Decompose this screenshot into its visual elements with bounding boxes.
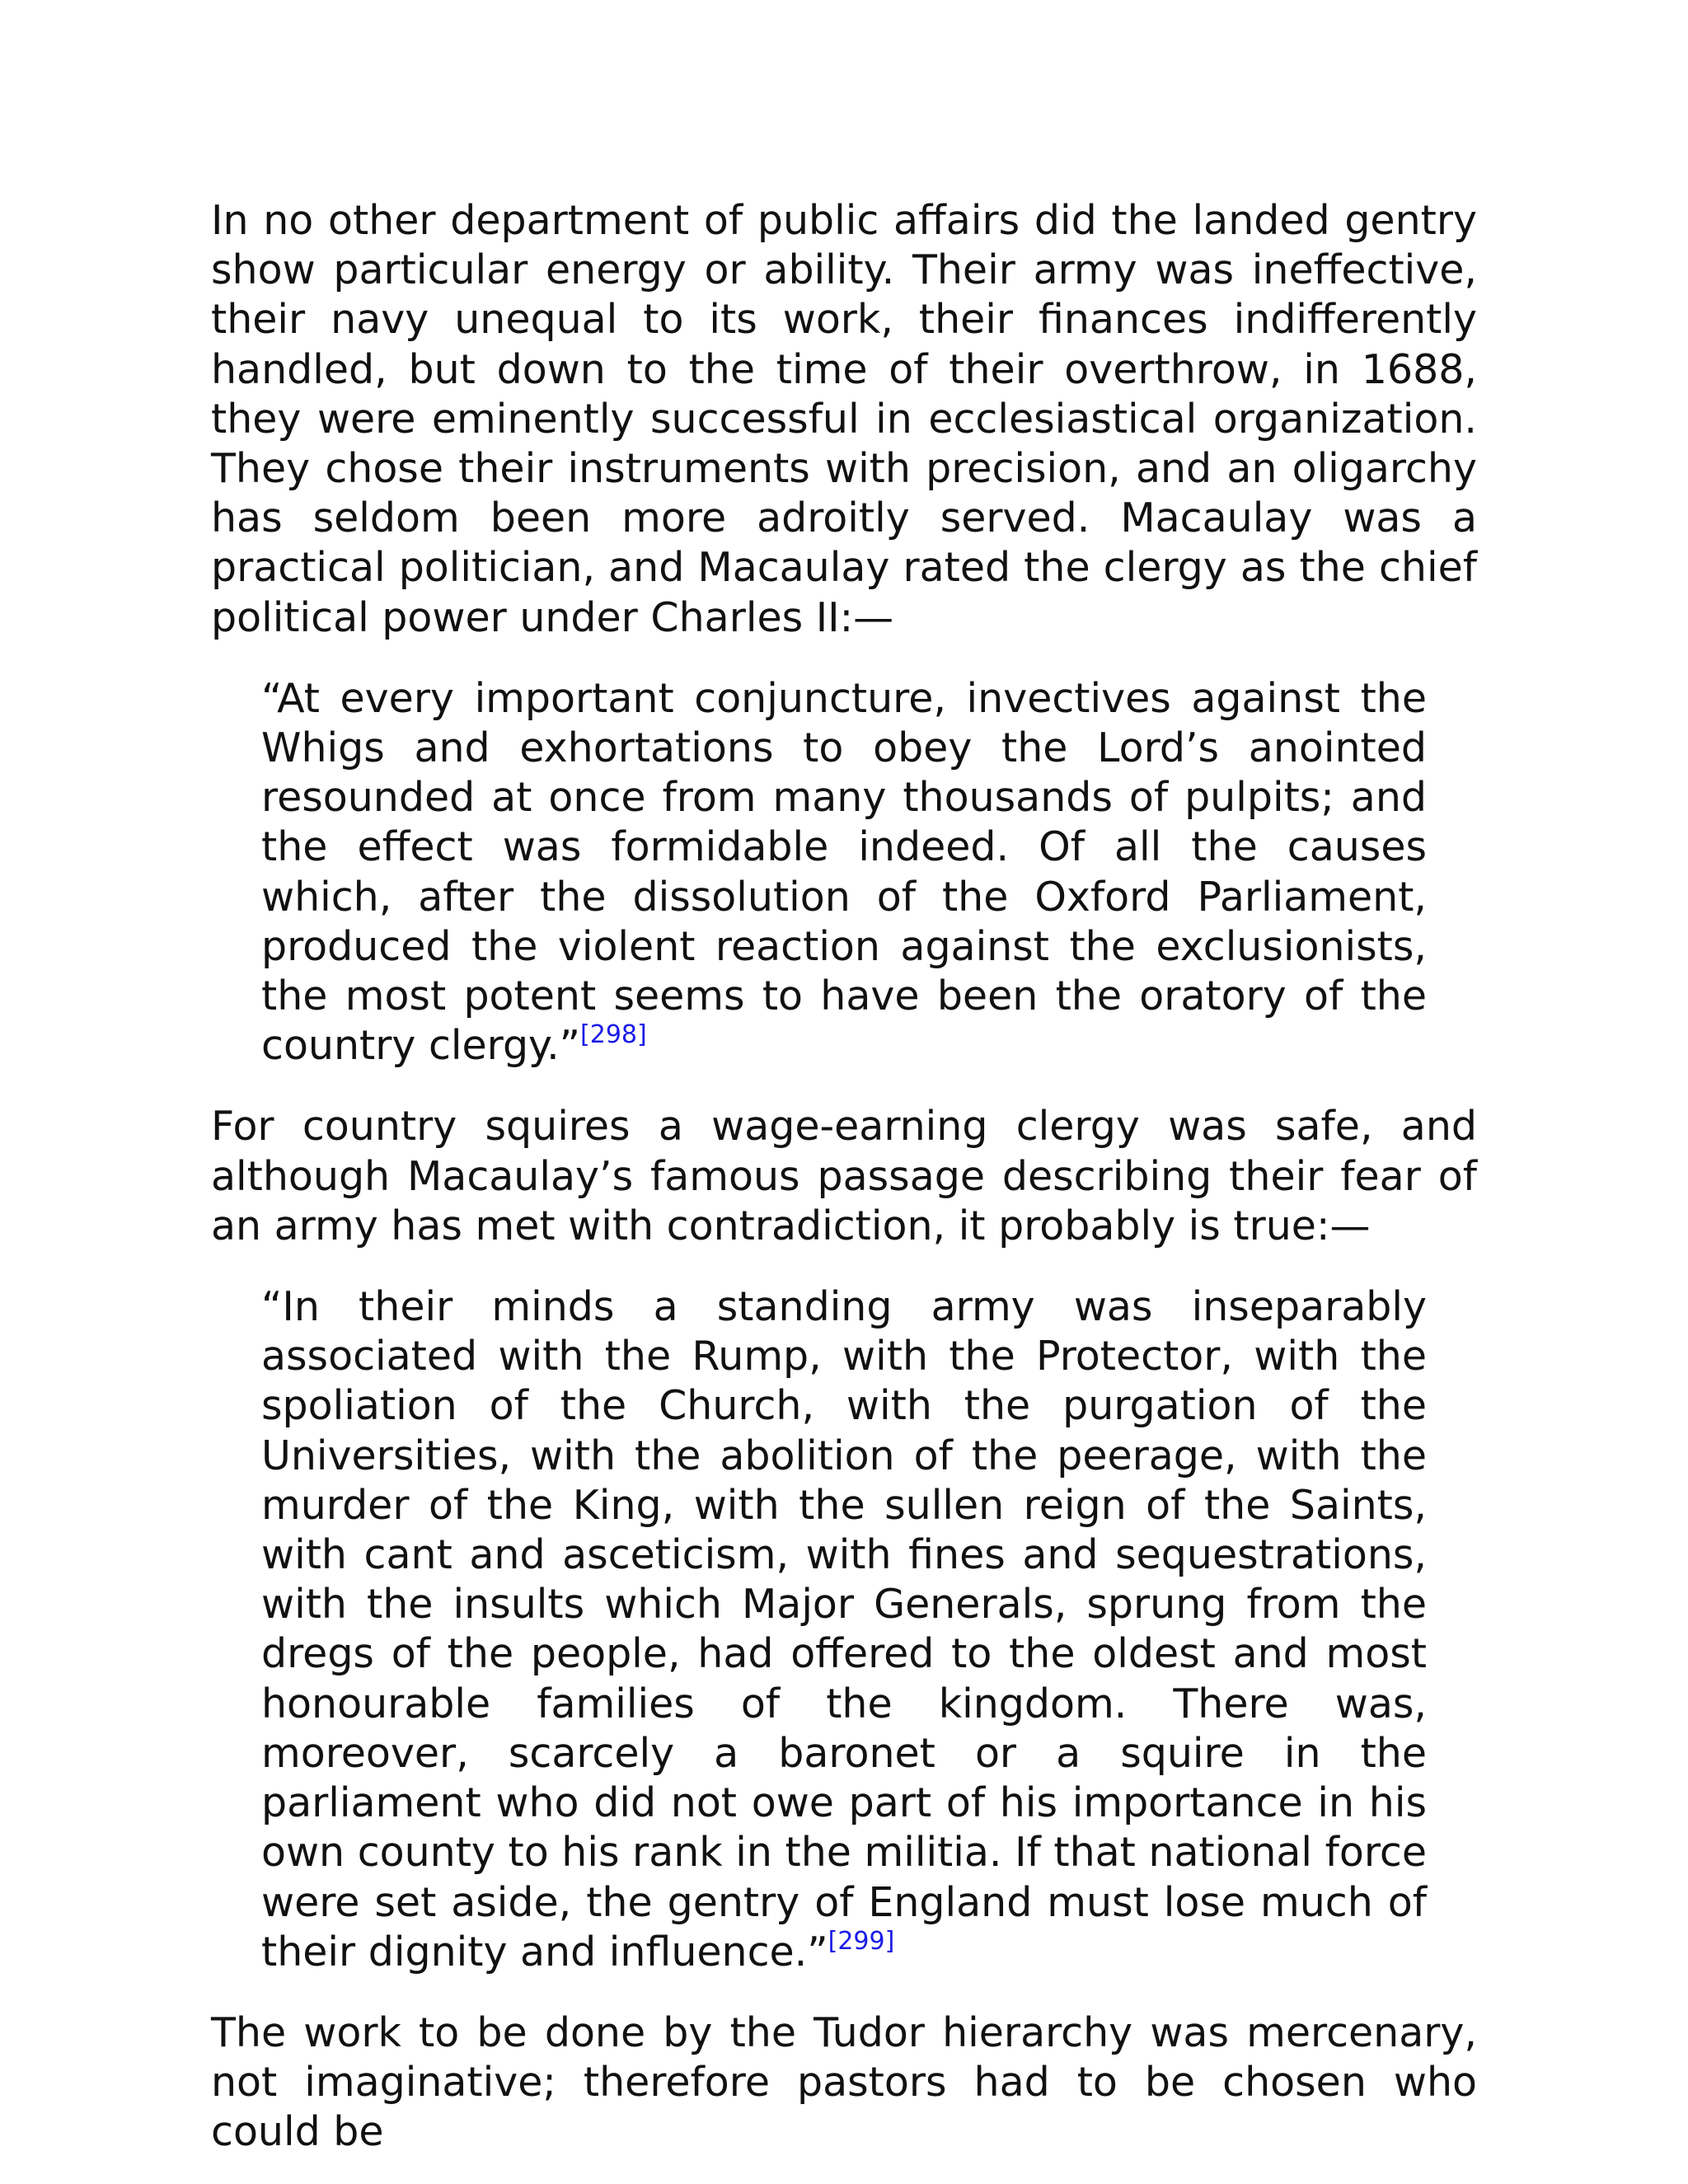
page-content xyxy=(211,196,1477,2158)
blockquote-standing-army xyxy=(261,1282,1427,1977)
paragraph-text: The work to be done by the Tudor hierarchy was mercenary, not imaginative; therefore pastors had to be chosen who could be xyxy=(211,2008,1477,2156)
paragraph-country-squires xyxy=(211,1102,1477,1251)
footnote-link-298[interactable]: [298] xyxy=(580,1020,647,1050)
paragraph-text: For country squires a wage-earning clergy was safe, and although Macaulay’s famous passage describing their fear of an army has met with contradiction, it probably is true:— xyxy=(211,1103,1477,1249)
paragraph-gentry-ecclesiastical xyxy=(211,196,1477,643)
paragraph-tudor-hierarchy xyxy=(211,2008,1477,2158)
paragraph-text: In no other department of public affairs did the landed gentry show particular energy or ability. Their army was ineffective, their navy unequal to its work, their finances indifferently handled, but down to the time of their overthrow, in 1688, they were eminently successful in ecclesiastical organization. They chose their instruments with precision, and an oligarchy has seldom been more adroitly served. Macaulay was a practical politician, and Macaulay rated the clergy as the chief political power under Charles II:— xyxy=(211,197,1477,641)
quote-text: “In their minds a standing army was inseparably associated with the Rump, with the Protector, with the spoliation of the Church, with the purgation of the Universities, with the abolition of the peerage, with the murder of the King, with the sullen reign of the Saints, with cant and asceticism, with fines and sequestrations, with the insults which Major Generals, sprung from the dregs of the people, had offered to the oldest and most honourable families of the kingdom. There was, moreover, scarcely a baronet or a squire in the parliament who did not owe part of his importance in his own county to his rank in the militia. If that national force were set aside, the gentry of England must lose much of their dignity and influence.” xyxy=(261,1283,1427,1975)
blockquote-clergy-oratory xyxy=(261,674,1427,1071)
footnote-link-299[interactable]: [299] xyxy=(828,1926,895,1956)
quote-text: “At every important conjuncture, invectives against the Whigs and exhortations to obey the Lord’s anointed resounded at once from many thousands of pulpits; and the effect was formidable indeed. Of all the causes which, after the dissolution of the Oxford Parliament, produced the violent reaction against the exclusionists, the most potent seems to have been the oratory of the country clergy.” xyxy=(261,674,1427,1070)
